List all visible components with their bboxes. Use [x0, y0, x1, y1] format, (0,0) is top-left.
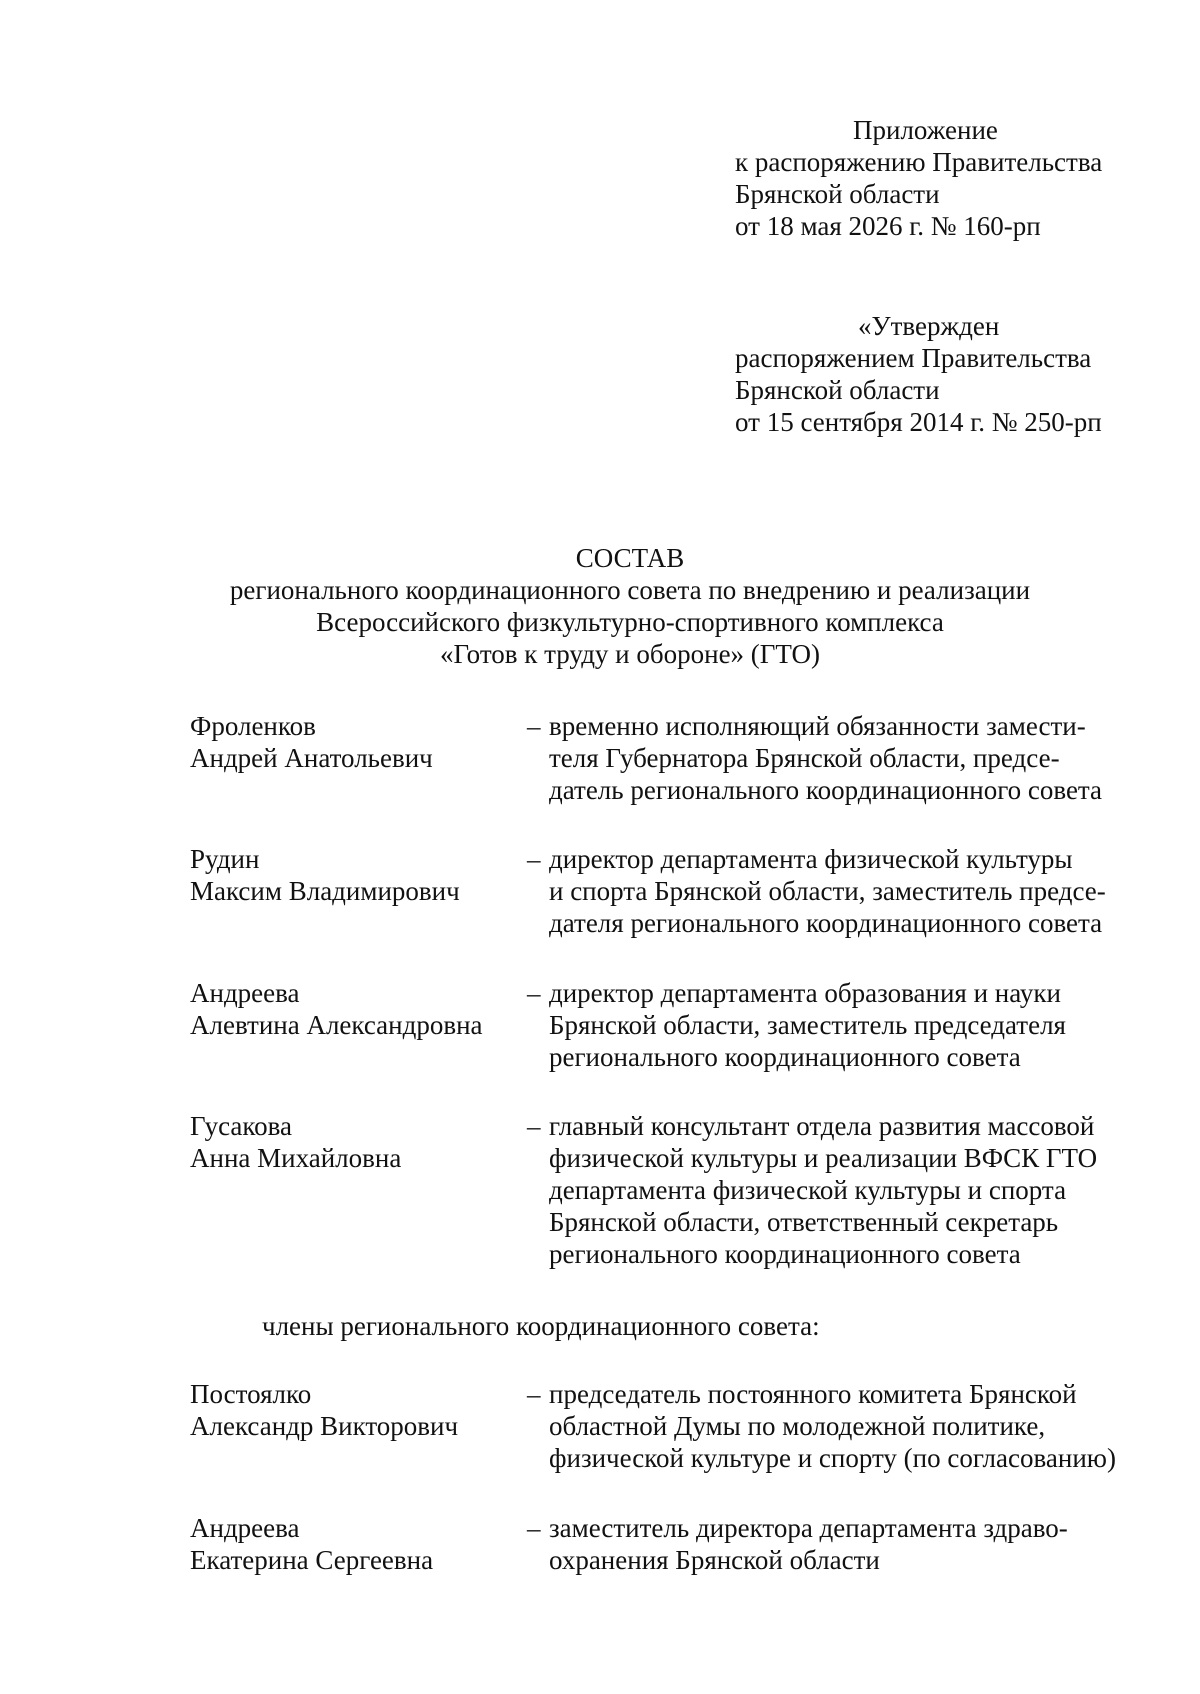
role-line: областной Думы по молодежной политике, — [549, 1411, 1046, 1441]
member-given-names: Андрей Анатольевич — [190, 743, 433, 773]
member-given-names: Максим Владимирович — [190, 876, 460, 906]
role-line: регионального координационного совета — [549, 1239, 1021, 1269]
role-line: главный консультант отдела развития массовой — [549, 1111, 1095, 1141]
member-name — [190, 1512, 433, 1576]
member-given-names: Александр Викторович — [190, 1411, 459, 1441]
approval-header — [735, 310, 1102, 438]
role-line: заместитель директора департамента здраво- — [549, 1513, 1068, 1543]
approval-line: «Утвержден — [858, 311, 1000, 341]
dash-separator: – — [527, 844, 541, 874]
members-heading: члены регионального координационного совета: — [262, 1311, 820, 1341]
member-name — [190, 710, 433, 774]
member-name — [190, 843, 460, 907]
role-line: дателя регионального координационного совета — [549, 908, 1103, 938]
dash-separator: – — [527, 1513, 541, 1543]
member-name — [190, 1378, 458, 1442]
dash-separator: – — [527, 978, 541, 1008]
role-line: председатель постоянного комитета Брянской — [549, 1379, 1077, 1409]
title-heading: СОСТАВ — [575, 543, 685, 573]
appendix-line: Приложение — [853, 115, 998, 145]
dash-separator: – — [527, 711, 541, 741]
dash-separator: – — [527, 1379, 541, 1409]
role-line: Брянской области, заместитель председателя — [549, 1010, 1066, 1040]
role-line: датель регионального координационного совета — [549, 775, 1103, 805]
appendix-line: от 18 мая 2026 г. № 160-рп — [735, 211, 1041, 241]
member-surname: Фроленков — [190, 711, 316, 741]
member-given-names: Екатерина Сергеевна — [190, 1545, 434, 1575]
member-surname: Андреева — [190, 978, 300, 1008]
role-line: физической культуры и реализации ВФСК ГТО — [549, 1143, 1098, 1173]
role-line: регионального координационного совета — [549, 1042, 1021, 1072]
member-role — [549, 1378, 1116, 1474]
role-line: департамента физической культуры и спорта — [549, 1175, 1067, 1205]
approval-line: от 15 сентября 2014 г. № 250-рп — [735, 407, 1102, 437]
role-line: временно исполняющий обязанности замести- — [549, 711, 1086, 741]
approval-line: распоряжением Правительства — [735, 343, 1092, 373]
member-name — [190, 1110, 401, 1174]
document-title — [0, 542, 1200, 670]
appendix-line: к распоряжению Правительства — [735, 147, 1103, 177]
role-line: охранения Брянской области — [549, 1545, 880, 1575]
title-line: регионального координационного совета по внедрению и реализации — [229, 575, 1031, 605]
member-surname: Андреева — [190, 1513, 300, 1543]
member-surname: Гусакова — [190, 1111, 293, 1141]
member-role — [549, 710, 1102, 806]
member-surname: Постоялко — [190, 1379, 312, 1409]
member-role — [549, 977, 1066, 1073]
role-line: директор департамента образования и науки — [549, 978, 1061, 1008]
role-line: теля Губернатора Брянской области, предсе- — [549, 743, 1060, 773]
member-role — [549, 1512, 1068, 1576]
role-line: Брянской области, ответственный секретарь — [549, 1207, 1059, 1237]
member-given-names: Алевтина Александровна — [190, 1010, 483, 1040]
member-name — [190, 977, 483, 1041]
role-line: физической культуре и спорту (по согласованию) — [549, 1443, 1116, 1473]
member-role — [549, 1110, 1097, 1270]
appendix-line: Брянской области — [735, 179, 940, 209]
approval-line: Брянской области — [735, 375, 940, 405]
role-line: и спорта Брянской области, заместитель предсе- — [549, 876, 1106, 906]
role-line: директор департамента физической культуры — [549, 844, 1073, 874]
appendix-header — [735, 114, 1102, 242]
title-line: «Готов к труду и обороне» (ГТО) — [439, 639, 821, 669]
member-role — [549, 843, 1106, 939]
member-surname: Рудин — [190, 844, 260, 874]
member-given-names: Анна Михайловна — [190, 1143, 402, 1173]
dash-separator: – — [527, 1111, 541, 1141]
title-line: Всероссийского физкультурно-спортивного комплекса — [316, 607, 944, 637]
